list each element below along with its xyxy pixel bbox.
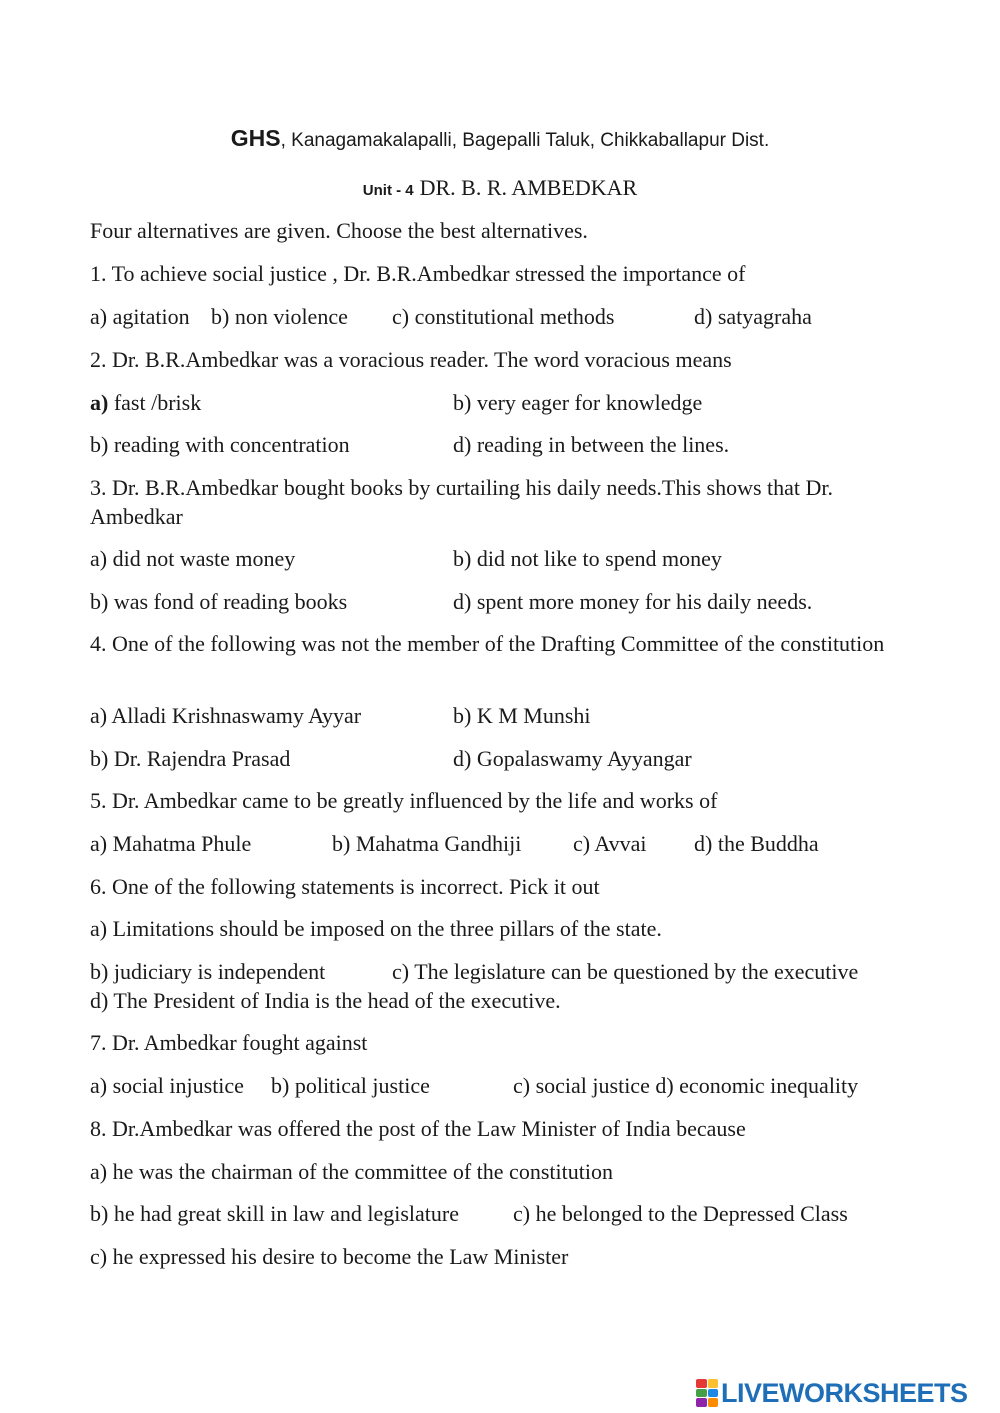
question-5-text: 5. Dr. Ambedkar came to be greatly influenced by the life and works of: [90, 788, 718, 813]
q4-option-c: b) Dr. Rajendra Prasad: [90, 746, 291, 771]
question-7-text: 7. Dr. Ambedkar fought against: [90, 1030, 368, 1055]
logo-square: [696, 1398, 707, 1407]
q3-option-c: b) was fond of reading books: [90, 589, 348, 614]
question-2-text: 2. Dr. B.R.Ambedkar was a voracious reader. The word voracious means: [90, 347, 732, 372]
q1-option-c: c) constitutional methods: [392, 304, 615, 329]
q2-option-d: d) reading in between the lines.: [453, 432, 730, 457]
q5-option-d: d) the Buddha: [694, 831, 819, 856]
unit-label: Unit - 4: [362, 182, 414, 199]
q4-option-b: b) K M Munshi: [453, 703, 591, 728]
q4-option-d: d) Gopalaswamy Ayyangar: [453, 746, 692, 771]
liveworksheets-logo-text: LIVEWORKSHEETS: [721, 1377, 968, 1408]
school-header: [0, 124, 1000, 155]
q8-option-c: c) he belonged to the Depressed Class: [513, 1201, 848, 1226]
liveworksheets-logo: [696, 1376, 968, 1410]
q8-option-d: c) he expressed his desire to become the Law Minister: [90, 1244, 569, 1269]
q8-option-b: b) he had great skill in law and legislature: [90, 1201, 459, 1226]
logo-square: [708, 1389, 719, 1398]
school-abbr: GHS: [230, 125, 281, 151]
logo-square: [708, 1379, 719, 1388]
q3-option-a: a) did not waste money: [90, 546, 296, 571]
liveworksheets-logo-icon: [696, 1379, 718, 1407]
q5-option-c: c) Avvai: [573, 831, 647, 856]
school-address: , Kanagamakalapalli, Bagepalli Taluk, Chikkaballapur Dist.: [280, 130, 770, 151]
q7-option-a: a) social injustice: [90, 1073, 244, 1098]
question-3-text: 3. Dr. B.R.Ambedkar bought books by curtailing his daily needs.This shows that Dr. Ambedkar: [90, 475, 834, 529]
q7-option-b: b) political justice: [271, 1073, 430, 1098]
unit-title: DR. B. R. AMBEDKAR: [419, 175, 638, 200]
q5-option-b: b) Mahatma Gandhiji: [332, 831, 522, 856]
q2-option-c: b) reading with concentration: [90, 432, 350, 457]
q7-option-c-d: c) social justice d) economic inequality: [513, 1073, 859, 1098]
q6-option-d: d) The President of India is the head of the executive.: [90, 988, 561, 1013]
q2-option-a: fast /brisk: [113, 390, 202, 415]
q5-option-a: a) Mahatma Phule: [90, 831, 252, 856]
logo-square: [696, 1389, 707, 1398]
q2-option-b: b) very eager for knowledge: [453, 390, 703, 415]
q3-option-d: d) spent more money for his daily needs.: [453, 589, 813, 614]
q6-option-c: c) The legislature can be questioned by the executive: [392, 959, 859, 984]
q8-option-a: a) he was the chairman of the committee of the constitution: [90, 1159, 613, 1184]
question-1-text: 1. To achieve social justice , Dr. B.R.Ambedkar stressed the importance of: [90, 261, 746, 286]
q3-option-b: b) did not like to spend money: [453, 546, 722, 571]
q6-option-a: a) Limitations should be imposed on the three pillars of the state.: [90, 916, 662, 941]
q6-option-b: b) judiciary is independent: [90, 959, 326, 984]
q1-option-b: b) non violence: [211, 304, 348, 329]
question-4-text: 4. One of the following was not the member of the Drafting Committee of the constitution: [90, 631, 885, 656]
q4-option-a: a) Alladi Krishnaswamy Ayyar: [90, 703, 362, 728]
logo-square: [708, 1398, 719, 1407]
q1-option-a: a) agitation: [90, 304, 190, 329]
q1-option-d: d) satyagraha: [694, 304, 812, 329]
q2-option-a-label: a): [90, 390, 109, 415]
instructions: Four alternatives are given. Choose the best alternatives.: [90, 218, 588, 243]
logo-square: [696, 1379, 707, 1388]
question-8-text: 8. Dr.Ambedkar was offered the post of the Law Minister of India because: [90, 1116, 746, 1141]
question-6-text: 6. One of the following statements is incorrect. Pick it out: [90, 874, 600, 899]
unit-header: [0, 173, 1000, 205]
